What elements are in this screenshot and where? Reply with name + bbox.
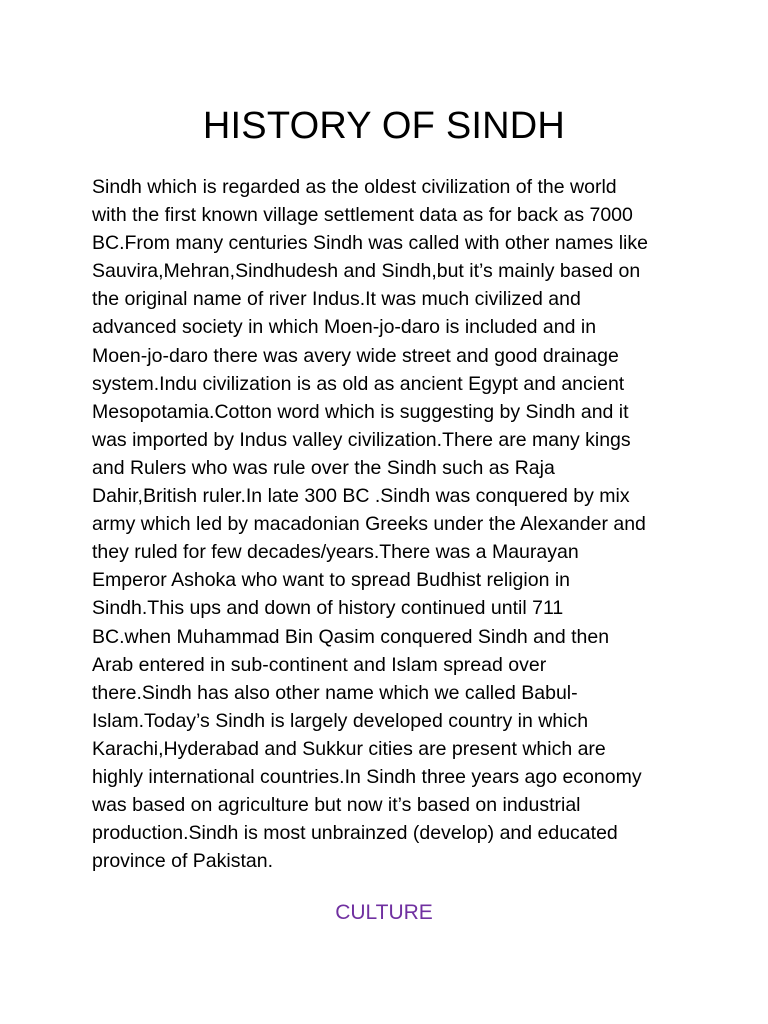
page-title: HISTORY OF SINDH [202, 105, 566, 147]
history-paragraph [92, 173, 692, 875]
culture-heading: CULTURE [335, 901, 433, 924]
paragraph-line: Moen-jo-daro there was avery wide street and good drainage [92, 344, 619, 367]
paragraph-line: the original name of river Indus.It was much civilized and [92, 288, 581, 311]
paragraph-line: Islam.Today’s Sindh is largely developed country in which [92, 709, 589, 732]
paragraph-line: Karachi,Hyderabad and Sukkur cities are present which are [92, 737, 606, 760]
paragraph-line: Arab entered in sub-continent and Islam spread over [92, 653, 547, 676]
paragraph-line: Sindh.This ups and down of history continued until 711 [92, 597, 564, 620]
paragraph-line: with the first known village settlement data as for back as 7000 [92, 204, 633, 227]
paragraph-line: system.Indu civilization is as old as ancient Egypt and ancient [92, 372, 625, 395]
paragraph-line: was based on agriculture but now it’s based on industrial [92, 794, 581, 817]
paragraph-line: there.Sindh has also other name which we called Babul- [92, 681, 578, 704]
paragraph-line: Dahir,British ruler.In late 300 BC .Sindh was conquered by mix [92, 485, 630, 508]
paragraph-line: province of Pakistan. [92, 850, 274, 873]
paragraph-line: Sauvira,Mehran,Sindhudesh and Sindh,but it’s mainly based on [92, 260, 641, 283]
paragraph-line: was imported by Indus valley civilization.There are many kings [92, 428, 631, 451]
paragraph-line: Mesopotamia.Cotton word which is suggesting by Sindh and it [92, 400, 629, 423]
paragraph-line: Emperor Ashoka who want to spread Budhist religion in [92, 569, 571, 592]
paragraph-line: and Rulers who was rule over the Sindh such as Raja [92, 456, 555, 479]
paragraph-line: advanced society in which Moen-jo-daro is included and in [92, 316, 597, 339]
paragraph-line: army which led by macadonian Greeks under the Alexander and [92, 513, 646, 536]
paragraph-line: Sindh which is regarded as the oldest civilization of the world [92, 176, 617, 198]
paragraph-line: highly international countries.In Sindh three years ago economy [92, 765, 642, 788]
paragraph-line: production.Sindh is most unbrainzed (develop) and educated [92, 822, 618, 845]
paragraph-line: BC.when Muhammad Bin Qasim conquered Sindh and then [92, 625, 610, 648]
paragraph-line: BC.From many centuries Sindh was called with other names like [92, 232, 648, 255]
paragraph-line: they ruled for few decades/years.There was a Maurayan [92, 541, 579, 564]
